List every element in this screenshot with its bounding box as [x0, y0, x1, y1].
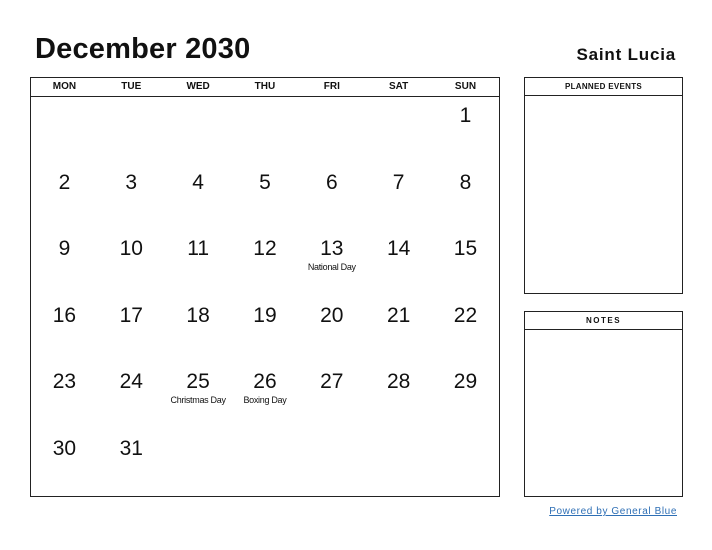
- calendar-week-row: [31, 230, 499, 297]
- day-number: 24: [119, 370, 143, 393]
- day-cell: [365, 230, 432, 297]
- day-number: 30: [52, 436, 77, 460]
- day-cell: [365, 97, 432, 164]
- day-number: 9: [58, 237, 71, 260]
- day-cell: [298, 230, 365, 297]
- day-cell: [232, 230, 299, 297]
- calendar-grid: [30, 77, 500, 497]
- day-number: 20: [320, 303, 344, 327]
- day-cell: [365, 297, 432, 364]
- day-number: 14: [386, 237, 411, 260]
- weekday-mon: MON: [52, 81, 77, 92]
- holiday-label: National Day: [307, 262, 356, 272]
- day-cell: [98, 230, 165, 297]
- day-number: 16: [52, 303, 77, 327]
- day-number: 26: [253, 370, 277, 393]
- holiday-label: Christmas Day: [170, 395, 226, 405]
- country-name: Saint Lucia: [576, 45, 676, 64]
- day-number: 13: [320, 237, 344, 260]
- day-cell: [31, 230, 98, 297]
- weekday-sat: SAT: [389, 81, 409, 92]
- day-cell: [98, 164, 165, 231]
- day-number: 27: [320, 370, 344, 393]
- day-cell: [232, 363, 299, 430]
- day-cell: [432, 363, 499, 430]
- powered-by-link[interactable]: Powered by General Blue: [549, 506, 677, 517]
- day-number: 31: [119, 436, 143, 460]
- day-number: 3: [125, 170, 138, 194]
- day-number: 17: [119, 303, 143, 327]
- calendar-week-row: [31, 164, 499, 231]
- day-cell: [298, 363, 365, 430]
- day-cell: [165, 363, 232, 430]
- day-number: 12: [253, 237, 277, 260]
- day-cell: [232, 97, 299, 164]
- holiday-label: Boxing Day: [243, 395, 287, 405]
- day-cell: [98, 97, 165, 164]
- weekday-thu: THU: [254, 81, 276, 92]
- calendar-week-row: [31, 297, 499, 364]
- weekday-sun: SUN: [454, 81, 477, 92]
- page-title: December 2030: [35, 33, 251, 65]
- weekday-header-row: [31, 78, 499, 97]
- day-cell: [298, 97, 365, 164]
- day-cell: [98, 297, 165, 364]
- day-cell: [31, 164, 98, 231]
- day-number: 18: [186, 303, 210, 327]
- day-number: 10: [119, 237, 143, 260]
- day-number: 21: [386, 303, 411, 327]
- day-cell: [31, 97, 98, 164]
- day-cell: [365, 430, 432, 497]
- day-number: 8: [459, 170, 472, 194]
- day-number: 15: [453, 237, 478, 260]
- notes-panel: [524, 311, 683, 497]
- day-cell: [165, 97, 232, 164]
- day-cell: [232, 164, 299, 231]
- day-number: 4: [192, 170, 204, 194]
- weekday-fri: FRI: [323, 81, 340, 92]
- day-cell: [232, 430, 299, 497]
- day-number: 6: [325, 170, 338, 194]
- day-cell: [432, 97, 499, 164]
- day-cell: [98, 430, 165, 497]
- day-number: 7: [392, 170, 405, 194]
- day-number: 1: [459, 104, 472, 127]
- weekday-tue: TUE: [121, 81, 142, 92]
- day-cell: [31, 297, 98, 364]
- day-cell: [298, 164, 365, 231]
- planned-events-heading: PLANNED EVENTS: [525, 78, 682, 96]
- day-cell: [165, 297, 232, 364]
- day-number: 28: [386, 370, 411, 393]
- planned-events-panel: [524, 77, 683, 294]
- day-number: 22: [453, 303, 478, 327]
- calendar-weeks: [31, 97, 499, 496]
- day-cell: [31, 430, 98, 497]
- day-number: 23: [52, 370, 77, 393]
- calendar-week-row: [31, 97, 499, 164]
- day-cell: [432, 430, 499, 497]
- day-cell: [365, 164, 432, 231]
- day-cell: [165, 164, 232, 231]
- day-cell: [298, 430, 365, 497]
- calendar-week-row: [31, 363, 499, 430]
- day-cell: [365, 363, 432, 430]
- day-number: 25: [186, 370, 210, 393]
- notes-heading: NOTES: [525, 312, 682, 330]
- day-cell: [432, 297, 499, 364]
- day-number: 2: [58, 170, 71, 194]
- weekday-wed: WED: [186, 81, 210, 92]
- day-cell: [165, 230, 232, 297]
- day-cell: [432, 164, 499, 231]
- day-cell: [98, 363, 165, 430]
- day-cell: [232, 297, 299, 364]
- day-number: 29: [453, 370, 478, 393]
- day-cell: [165, 430, 232, 497]
- calendar-week-row: [31, 430, 499, 497]
- day-cell: [432, 230, 499, 297]
- day-cell: [31, 363, 98, 430]
- day-cell: [298, 297, 365, 364]
- day-number: 11: [187, 237, 210, 260]
- day-number: 19: [253, 303, 277, 327]
- day-number: 5: [259, 170, 271, 194]
